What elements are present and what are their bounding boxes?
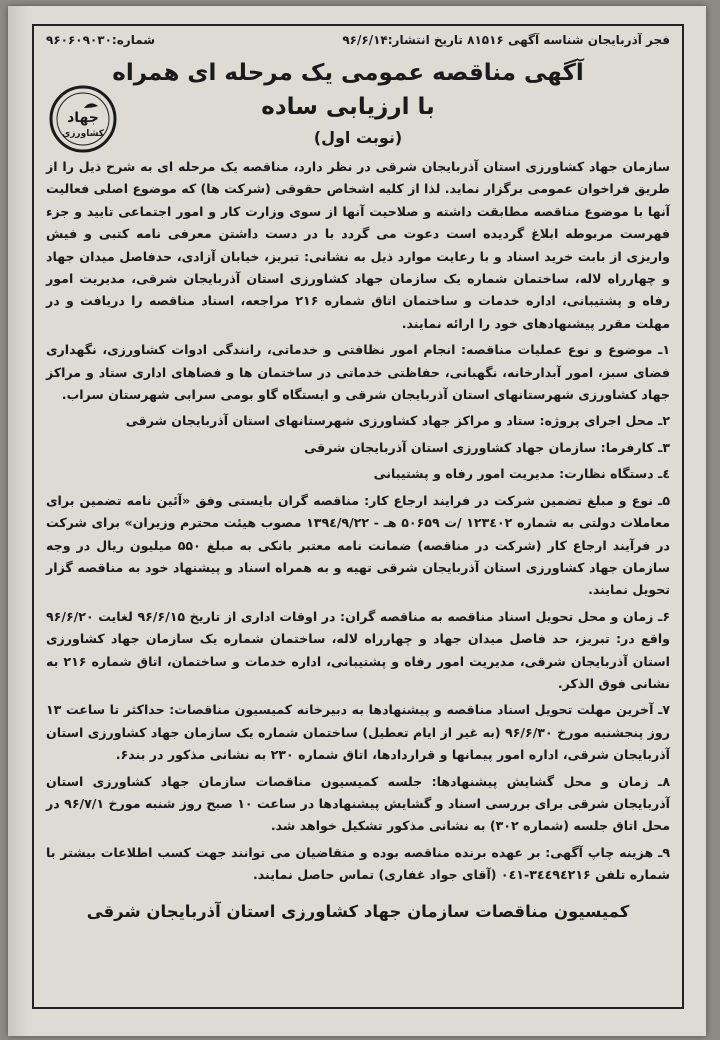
ad-subtitle: (نوبت اول) [313, 128, 403, 147]
logo-text-top: جهاد [67, 110, 99, 126]
clause-8-opening: ۸ـ زمان و محل گشایش پیشنهادها: جلسه کمیسیون مناقصات سازمان جهاد کشاورزی استان آذربایجان شرقی برای بررسی اسناد و گشایش پیشنهادها در ساعت ۱۰ صبح روز شنبه مورخ ۹۶/۷/۱ در محل اتاق جلسه (شماره ۳۰۲) به نشانی مذکور تشکیل خواهد شد. [46, 773, 670, 834]
clause-3-employer: ۳ـ کارفرما: سازمان جهاد کشاورزی استان آذربایجان شرقی [304, 439, 670, 455]
newspaper-name: فجر آذربایجان [587, 33, 670, 47]
clause-4-supervisor: ٤ـ دستگاه نظارت: مدیریت امور رفاه و پشتیبانی [373, 466, 670, 482]
clause-9-cost: ۹ـ هزینه چاپ آگهی: بر عهده برنده مناقصه بوده و متقاضیان می توانند جهت کسب اطلاعات بیشتر با شماره تلفن ۳٤٤۹٤۲۱۶-۰٤۱ (آقای جواد غفاری) تماس حاصل نمایند. [46, 844, 670, 883]
newspaper-page [8, 6, 706, 1036]
signature-line: کمیسیون مناقصات سازمان جهاد کشاورزی استان آذربایجان شرقی [86, 901, 630, 921]
tender-advertisement [32, 24, 684, 1009]
ad-id: ۸۱۵۱۶ [467, 33, 504, 47]
clause-7-deadline: ۷ـ آخرین مهلت تحویل اسناد مناقصه و پیشنهادها به دبیرخانه کمیسیون مناقصات: حداکثر تا ساعت ۱۳ روز پنجشنبه مورخ ۹۶/۶/۳۰ (به غیر از ایام تعطیل) ساختمان شماره یک سازمان جهاد کشاورزی استان آذربایجان شرقی، اداره امور پیمانها و قراردادها، اتاق شماره ۲۳۰ به نشانی مذکور در بند۶. [46, 702, 670, 763]
ad-number [46, 33, 155, 47]
intro-paragraph: سازمان جهاد کشاورزی استان آذربایجان شرقی در نظر دارد، مناقصه یک مرحله ای به شرح ذیل را از طریق فراخوان عمومی برگزار نماید. لذا از کلیه اشخاص حقوقی (شرکت ها) که موضوع اصلی فعالیت آنها با موضوع مناقصه مطابقت داشته و صلاحیت آنها از سوی وزارت کار و امور اجتماعی تایید و جزء فهرست مربوطه ابلاغ گردیده است دعوت می گردد با در دست داشتن معرفی نامه کتبی و فیش واریزی از بابت خرید اسناد و با رعایت موارد ذیل به نشانی: تبریز، خیابان آزادی، حدفاصل میدان جهاد و چهارراه لاله، ساختمان شماره یک سازمان جهاد کشاورزی استان آذربایجان شرقی، مدیریت امور رفاه و پشتیبانی، اداره خدمات و ساختمان اتاق شماره ۲۱۶ مراجعه، اسناد مناقصه را دریافت و در مهلت مقرر پیشنهادهای خود را ارائه نمایند. [46, 159, 670, 331]
logo-text-bottom: کشاورزی [62, 129, 104, 139]
ad-number-value: ۹۶۰۶۰۹۰۳۰ [46, 33, 112, 47]
publish-date: ۹۶/۶/۱۴ [342, 33, 388, 47]
clause-5-guarantee: ۵ـ نوع و مبلغ تضمین شرکت در فرایند ارجاع کار: مناقصه گران بایستی وفق «آئین نامه تضمین برای معاملات دولتی به شماره ۱۲۳٤۰۲ /ت ۵۰۶۵۹ هـ - ۱۳۹٤/۹/۲۲ مصوب هیئت محترم وزیران» برای شرکت در فرآیند ارجاع کار (شرکت در مناقصه) ضمانت نامه معتبر بانکی به مبلغ ۵۵۰ میلیون ریال در وجه سازمان جهاد کشاورزی استان آذربایجان شرقی تهیه و به همراه اسناد و پیشنهاد خود به مناقصه گزار تحویل نمایند. [46, 492, 670, 598]
adjacent-column-edge [8, 6, 30, 1036]
clause-6-documents-delivery: ۶ـ زمان و محل تحویل اسناد مناقصه به مناقصه گران: در اوقات اداری از تاریخ ۹۶/۶/۱۵ لغایت ۹۶/۶/۲۰ واقع در: تبریز، حد فاصل میدان جهاد و چهارراه لاله، ساختمان شماره یک سازمان جهاد کشاورزی استان آذربایجان شرقی، مدیریت امور رفاه و پشتیبانی، اداره خدمات و ساختمان، اتاق شماره ۲۱۶ به نشانی فوق الذکر. [46, 608, 670, 691]
jahad-keshavarzi-logo-icon [48, 84, 118, 154]
clause-1-subject: ۱ـ موضوع و نوع عملیات مناقصه: انجام امور نظافتی و خدماتی، رانندگی ادوات کشاورزی، نگهداری فضای سبز، امور آبدارخانه، نگهبانی، حفاظتی خدماتی در ساختمان ها و فضاهای اداری ستاد و مراکز جهاد کشاورزی شهرستانهای استان آذربایجان شرقی و ایستگاه گاو بومی سرابی شهرستان سراب. [46, 342, 670, 403]
clause-2-location: ۲ـ محل اجرای پروژه: ستاد و مراکز جهاد کشاورزی شهرستانهای استان آذربایجان شرقی [125, 413, 670, 429]
ad-title: آگهی مناقصه عمومی یک مرحله ای همراه با ارزیابی ساده [112, 60, 584, 120]
ad-number-label: شماره: [111, 33, 156, 47]
ad-source [342, 33, 670, 47]
ad-header-line [46, 30, 670, 50]
ad-id-label: شناسه آگهی [507, 33, 584, 47]
publish-date-label: تاریخ انتشار: [387, 33, 463, 47]
